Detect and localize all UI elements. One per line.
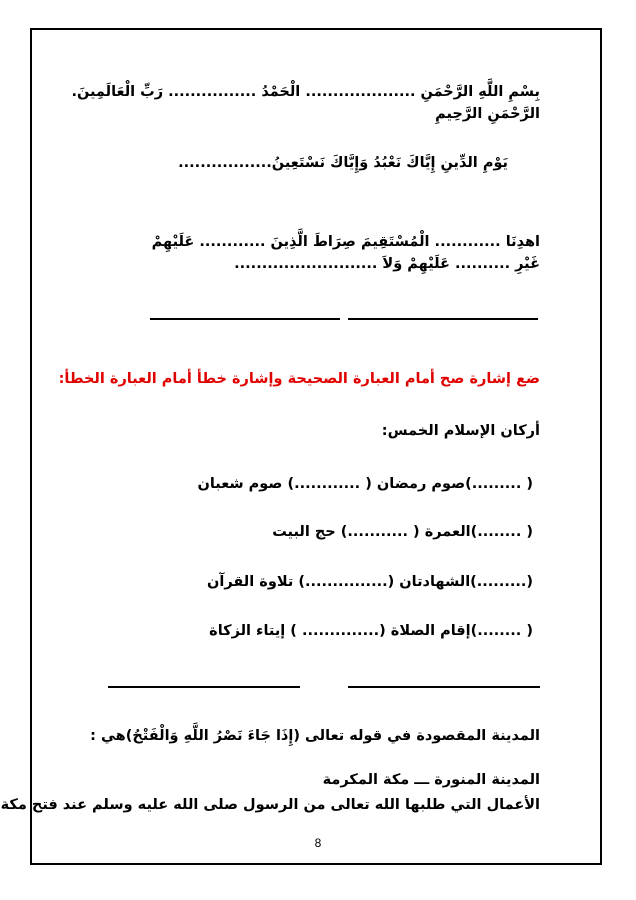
fatiha-line-1: بِسْمِ اللَّهِ الرَّحْمَنِ .................... الْحَمْدُ ................ رَبِّ الْعَالَمِينَ. — [71, 84, 540, 100]
fatiha-line-2: الرَّحْمَنِ الرَّحِيمِ — [435, 106, 540, 122]
answer-line-left-2[interactable] — [108, 686, 300, 688]
fatiha-line-4: اهدِنَا ............ الْمُسْتَقِيمَ صِرَاطَ الَّذِينَ ............ عَلَيْهِمْ — [151, 234, 540, 250]
answer-line-left[interactable] — [150, 318, 340, 320]
deeds-question: الأعمال التي طلبها الله تعالى من الرسول صلى الله عليه وسلم عند فتح مكة — [0, 797, 540, 813]
pillar-item-4: ( ........)إقام الصلاة (.............. ) إيتاء الزكاة — [209, 623, 533, 639]
fatiha-line-3: يَوْمِ الدِّينِ إِيَّاكَ نَعْبُدُ وَإِيَّاكَ نَسْتَعِينُ................. — [178, 155, 508, 171]
answer-line-right-2[interactable] — [348, 686, 540, 688]
city-answers: المدينة المنورة ـــ مكة المكرمة — [322, 772, 540, 788]
answer-line-right[interactable] — [348, 318, 538, 320]
instruction-text: ضع إشارة صح أمام العبارة الصحيحة وإشارة خطأ أمام العبارة الخطأ: — [58, 371, 540, 387]
pillar-item-3: (.........)الشهادتان (...............) تلاوة القرآن — [207, 574, 533, 590]
pillar-item-1: ( .........)صوم رمضان ( ............) صوم شعبان — [197, 476, 533, 492]
city-question: المدينة المقصودة في قوله تعالى (إِذَا جَاءَ نَصْرُ اللَّهِ وَالْفَتْحُ)هي : — [90, 728, 540, 744]
fatiha-line-5: غَيْرِ .......... عَلَيْهِمْ وَلاَ .......................... — [234, 256, 540, 272]
page-number: 8 — [314, 836, 322, 850]
pillars-title: أركان الإسلام الخمس: — [381, 423, 540, 439]
pillar-item-2: ( ........)العمرة ( ...........) حج البيت — [272, 524, 533, 540]
